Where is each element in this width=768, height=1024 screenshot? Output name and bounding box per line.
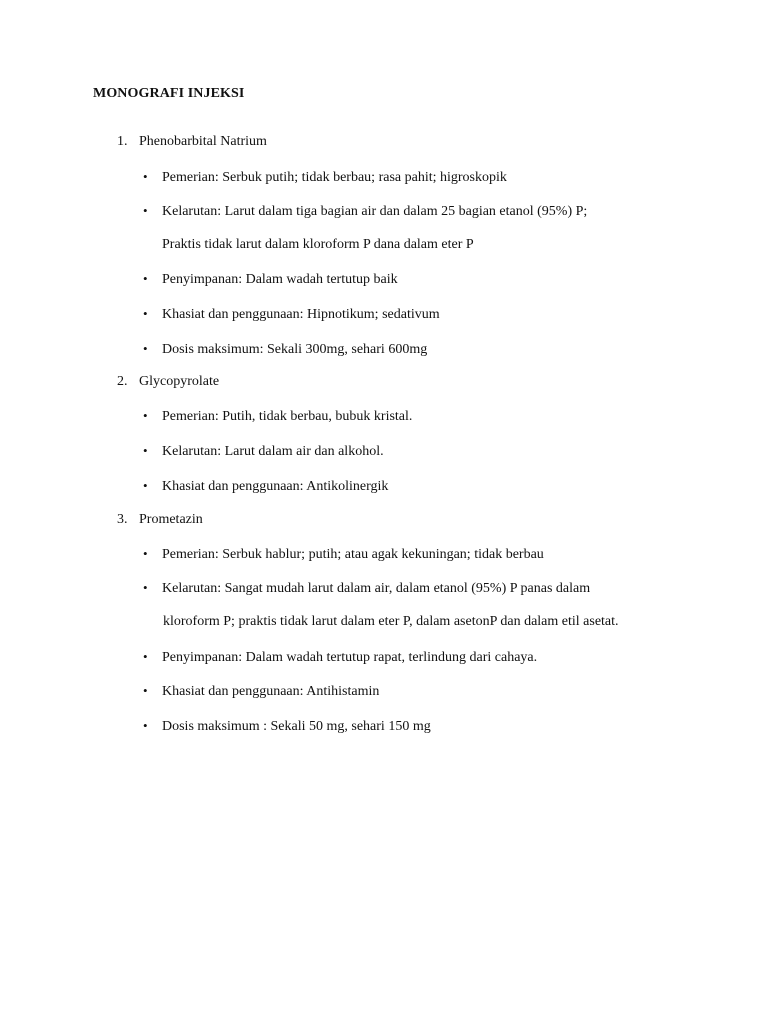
bullet-icon: • <box>143 169 148 184</box>
section-heading-3 <box>117 512 203 528</box>
list-item <box>143 271 398 288</box>
section-number: 3. <box>117 512 128 527</box>
bullet-icon: • <box>143 718 148 733</box>
list-item <box>143 306 440 323</box>
list-item-text: Pemerian: Serbuk putih; tidak berbau; rasa pahit; higroskopik <box>162 170 507 185</box>
list-item-text: Pemerian: Putih, tidak berbau, bubuk kristal. <box>162 409 413 424</box>
list-item-text: Penyimpanan: Dalam wadah tertutup baik <box>162 272 398 287</box>
list-item-text: Kelarutan: Larut dalam air dan alkohol. <box>162 444 384 459</box>
list-item-text: Dosis maksimum : Sekali 50 mg, sehari 150 mg <box>162 719 431 734</box>
list-item-continuation: Praktis tidak larut dalam kloroform P dana dalam eter P <box>162 237 474 252</box>
bullet-icon: • <box>143 271 148 286</box>
bullet-icon: • <box>143 306 148 321</box>
bullet-icon: • <box>143 683 148 698</box>
bullet-icon: • <box>143 203 148 218</box>
list-item-text: Penyimpanan: Dalam wadah tertutup rapat, terlindung dari cahaya. <box>162 650 538 665</box>
bullet-icon: • <box>143 649 148 664</box>
list-item <box>143 443 384 460</box>
bullet-icon: • <box>143 408 148 423</box>
list-item <box>143 580 590 597</box>
list-item <box>143 683 379 700</box>
section-number: 1. <box>117 134 128 149</box>
list-item-text: Kelarutan: Larut dalam tiga bagian air dan dalam 25 bagian etanol (95%) P; <box>162 204 588 219</box>
list-item <box>143 169 507 186</box>
section-number: 2. <box>117 374 128 389</box>
list-item <box>143 341 427 358</box>
bullet-icon: • <box>143 341 148 356</box>
section-name: Phenobarbital Natrium <box>139 134 267 149</box>
section-heading-2 <box>117 374 219 390</box>
list-item-text: Pemerian: Serbuk hablur; putih; atau agak kekuningan; tidak berbau <box>162 547 544 562</box>
bullet-icon: • <box>143 580 148 595</box>
list-item <box>143 203 587 220</box>
list-item-text: Khasiat dan penggunaan: Antikolinergik <box>162 479 389 494</box>
section-heading-1 <box>117 134 267 150</box>
section-name: Prometazin <box>139 512 203 527</box>
bullet-icon: • <box>143 443 148 458</box>
bullet-icon: • <box>143 478 148 493</box>
list-item-text: Dosis maksimum: Sekali 300mg, sehari 600mg <box>162 342 428 357</box>
list-item <box>143 649 537 666</box>
list-item-text: Kelarutan: Sangat mudah larut dalam air, dalam etanol (95%) P panas dalam <box>162 581 591 596</box>
list-item <box>143 718 431 735</box>
list-item <box>143 408 412 425</box>
list-item <box>143 478 388 495</box>
section-name: Glycopyrolate <box>139 374 220 389</box>
list-item-text: Khasiat dan penggunaan: Hipnotikum; sedativum <box>162 307 440 322</box>
list-item <box>143 546 544 563</box>
list-item-text: Khasiat dan penggunaan: Antihistamin <box>162 684 380 699</box>
document-title: MONOGRAFI INJEKSI <box>93 86 245 101</box>
bullet-icon: • <box>143 546 148 561</box>
list-item-continuation: kloroform P; praktis tidak larut dalam eter P, dalam asetonP dan dalam etil asetat. <box>163 614 619 629</box>
